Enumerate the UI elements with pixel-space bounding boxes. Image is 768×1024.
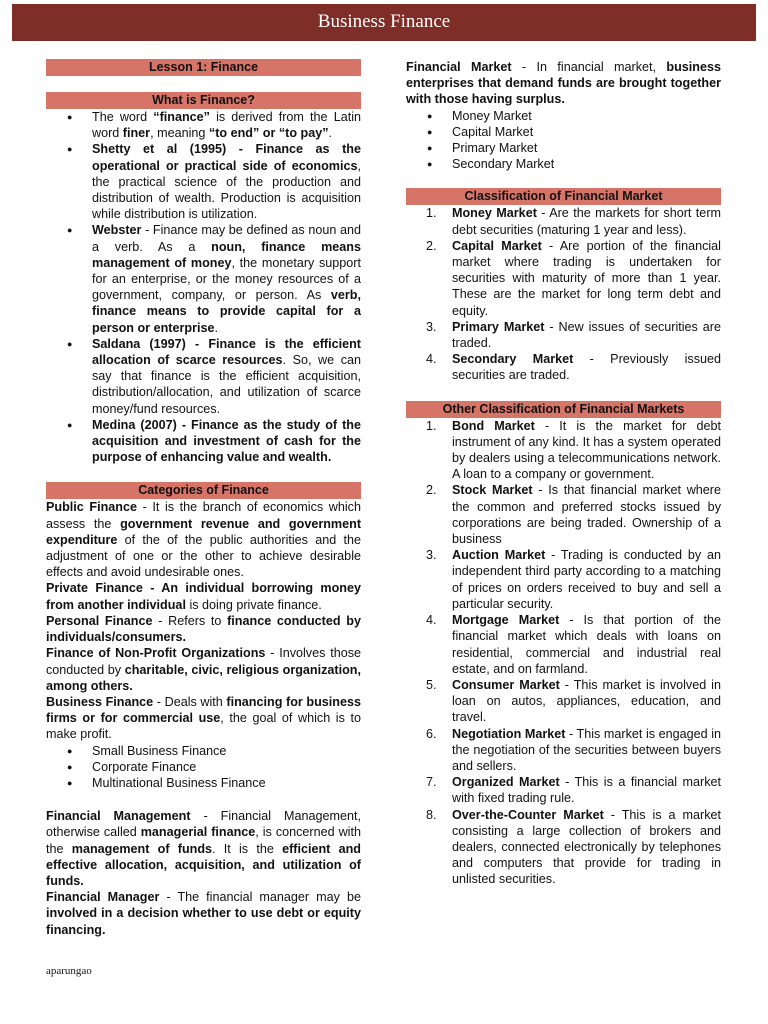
text-run: Financial Manager [46, 890, 160, 905]
text-run: Money Market [452, 206, 537, 221]
left-column [46, 59, 361, 938]
text-run: Private Finance - An individual borrowing money from another individual [46, 581, 361, 612]
text-run: is derived from the Latin word [92, 110, 361, 141]
text-run: noun, finance means management of money [92, 239, 361, 270]
right-column [406, 59, 721, 888]
numbered-item: 8. Over-the-Counter Market - This is a market consisting a large collection of brokers and dealers, connected electronically by telephones and computers that provide for trading in unlisted securities. [426, 807, 721, 887]
text-run: business enterprises that demand funds are brought together with those having surplus. [406, 60, 721, 107]
text-run: - It is the market for debt instrument of any kind. It has a system operated by dealers using a telecommunications network. A loan to a company or government. [452, 418, 722, 482]
text-run: finance conducted by individuals/consumers. [46, 613, 361, 645]
text-run: Negotiation Market [452, 726, 566, 741]
text-run: Primary Market [452, 319, 545, 334]
text-run: - Is that financial market where the common and preferred stocks issued by corporations are being traded. Ownership of a business [452, 483, 721, 547]
numbered-item: 2. Stock Market - Is that financial market where the common and preferred stocks issued by corporations are being traded. Ownership of a business [426, 483, 721, 547]
numbered-item: 4. Secondary Market - Previously issued securities are traded. [426, 352, 721, 383]
text-run: . [328, 126, 333, 141]
text-run: Capital Market [452, 238, 542, 253]
paragraph [46, 645, 361, 694]
text-run: - Refers to [152, 613, 228, 628]
text-run: Secondary Market [452, 352, 574, 367]
text-run: Bond Market [452, 418, 535, 433]
text-run: - This market is engaged in the negotiation of the securities between buyers and sellers. [452, 726, 722, 773]
text-run: Finance of Non-Profit Organizations [46, 646, 266, 661]
text-run: finer [122, 126, 151, 141]
text-run: - This is a financial market with fixed trading rule. [452, 775, 721, 806]
text-run: , meaning [150, 126, 209, 141]
text-run: government revenue and government expenditure [46, 516, 362, 547]
list-item: ● Multinational Business Finance [46, 775, 361, 791]
text-run: Saldana (1997) - Finance is the efficient allocation of scarce resources [92, 336, 361, 368]
text-run: Organized Market [452, 775, 560, 790]
list-item [46, 417, 361, 466]
text-run: . It is the [212, 841, 283, 856]
text-run: charitable, civic, religious organization, among others. [46, 662, 361, 693]
financial-management-paragraphs [46, 808, 361, 938]
text-run: . [214, 320, 218, 335]
numbered-item: 1. Bond Market - It is the market for debt instrument of any kind. It has a system operated by dealers using a telecommunications network. A loan to a company or government. [426, 418, 722, 482]
financial-market-intro [406, 59, 721, 108]
categories-paragraphs [46, 499, 361, 742]
text-run: managerial finance [140, 825, 256, 840]
list-item: ● Small Business Finance [46, 743, 361, 759]
text-run: “to end” or “to pay” [208, 126, 329, 141]
numbered-item: 4. Mortgage Market - Is that portion of the financial market which deals with loans on residential, commercial and industrial real estate, and on farmland. [426, 613, 721, 676]
text-run: Financial Market [406, 60, 512, 74]
numbered-item: 7. Organized Market - This is a financial market with fixed trading rule. [426, 775, 721, 806]
author-footer: aparungao [46, 965, 92, 977]
text-run: financing for business firms or for commercial use [46, 694, 361, 726]
text-run: is doing private finance. [185, 597, 322, 612]
title-banner: Business Finance [12, 4, 756, 41]
text-run: - Involves those conducted by [46, 646, 362, 677]
text-run: - Is that portion of the financial market which deals with loans on residential, commercial and industrial real estate, and on farmland. [452, 613, 721, 676]
other-classification-heading: Other Classification of Financial Markets [406, 401, 721, 418]
text-run: verb, finance means to provide capital for a person or enterprise [92, 288, 361, 335]
list-item [46, 222, 361, 335]
text-run: - This is a market consisting a large collection of brokers and dealers, connected electronically by telephones and computers that provide for trading in unlisted securities. [452, 807, 721, 887]
text-run: Medina (2007) - Finance as the study of the acquisition and investment of cash for the purpose of enhancing value and wealth. [92, 417, 361, 465]
text-run: Webster [92, 223, 142, 238]
numbered-item: 5. Consumer Market - This market is involved in loan on autos, appliances, education, and travel. [426, 677, 721, 725]
numbered-item: 3. Primary Market - New issues of securities are traded. [426, 319, 721, 351]
numbered-item: 2. Capital Market - Are portion of the financial market where trading is undertaken for securities with maturity of more than 1 year. These are the market for long term debt and equity. [426, 238, 721, 318]
classification-heading: Classification of Financial Market [406, 188, 721, 205]
text-run: Auction Market [452, 548, 546, 563]
text-run: - Deals with [153, 694, 227, 709]
text-run: - The financial manager may be [159, 890, 361, 905]
numbered-item: 6. Negotiation Market - This market is engaged in the negotiation of the securities between buyers and sellers. [426, 726, 722, 773]
text-run: . So, we can say that finance is the efficient acquisition, distribution/allocation, and utilization of scarce money/fund resources. [92, 353, 361, 416]
business-finance-types-list [46, 743, 361, 792]
paragraph [46, 889, 361, 938]
text-run: Mortgage Market [452, 613, 560, 628]
list-item [46, 109, 361, 141]
classification-list [406, 205, 721, 383]
text-run: Business Finance [46, 694, 154, 709]
list-item [46, 141, 361, 222]
list-item [46, 336, 361, 417]
paragraph [46, 808, 361, 889]
list-item: ● Corporate Finance [46, 759, 361, 775]
list-item: ● Primary Market [406, 140, 721, 156]
paragraph [46, 613, 361, 645]
list-item: ● Money Market [406, 108, 721, 124]
text-run: - This market is involved in loan on autos, appliances, education, and travel. [452, 677, 721, 725]
text-run: Public Finance [46, 500, 137, 515]
text-run: involved in a decision whether to use debt or equity financing. [46, 906, 361, 937]
text-run: - Finance may be defined as noun and a verb. As a [92, 223, 361, 254]
text-run: - Are portion of the financial market where trading is undertaken for securities with maturity of more than 1 year. These are the market for long term debt and equity. [452, 238, 721, 318]
text-run: - Previously issued securities are traded. [452, 352, 721, 383]
what-is-finance-heading: What is Finance? [46, 92, 361, 109]
text-run: - It is the branch of economics which assess the [46, 500, 361, 531]
categories-heading: Categories of Finance [46, 482, 361, 499]
text-run: - New issues of securities are traded. [452, 319, 721, 351]
text-run: Shetty et al (1995) - Finance as the operational or practical side of economics [92, 142, 361, 173]
text-run: The word [92, 110, 154, 124]
text-run: , is concerned with the [46, 825, 361, 856]
text-run: of the of the public authorities and the adjustment of one or the other to achieve desirable effects and avoid undesirable ones. [46, 532, 361, 580]
paragraph [46, 694, 361, 743]
text-run: - Financial Management, otherwise called [46, 809, 361, 840]
text-run: - In financial market, [511, 60, 667, 74]
text-run: Financial Management [46, 809, 191, 824]
other-classification-list [406, 418, 721, 888]
market-types-list [406, 108, 721, 173]
list-item: ● Capital Market [406, 124, 721, 140]
text-run: “finance” [153, 110, 210, 124]
paragraph [46, 580, 361, 612]
text-run: , the practical science of the production and distribution of wealth. Production is acquisition while distribution is utilization. [92, 158, 361, 222]
text-run: - Trading is conducted by an independent third party according to a matching of prices on orders received to buy and sell a particular security. [452, 548, 721, 611]
paragraph [46, 499, 361, 580]
text-run: - Are the markets for short term debt securities (maturing 1 year and less). [452, 206, 721, 237]
text-run: Consumer Market [452, 677, 560, 692]
text-run: management of funds [71, 841, 213, 856]
list-item: ● Secondary Market [406, 156, 721, 172]
text-run: efficient and effective allocation, acquisition, and utilization of funds. [46, 841, 361, 888]
text-run: Personal Finance [46, 613, 153, 628]
text-run: , the goal of which is to make profit. [46, 711, 361, 742]
numbered-item: 1. Money Market - Are the markets for short term debt securities (maturing 1 year and less). [426, 206, 721, 237]
text-run: Over-the-Counter Market [452, 807, 604, 822]
numbered-item: 3. Auction Market - Trading is conducted by an independent third party according to a matching of prices on orders received to buy and sell a particular security. [426, 548, 721, 611]
text-run: Stock Market [452, 483, 533, 498]
finance-definitions-list [46, 109, 361, 465]
lesson-heading: Lesson 1: Finance [46, 59, 361, 76]
text-run: , the monetary support for an enterprise, or the money resources of a government, company, or person. As [92, 255, 361, 303]
